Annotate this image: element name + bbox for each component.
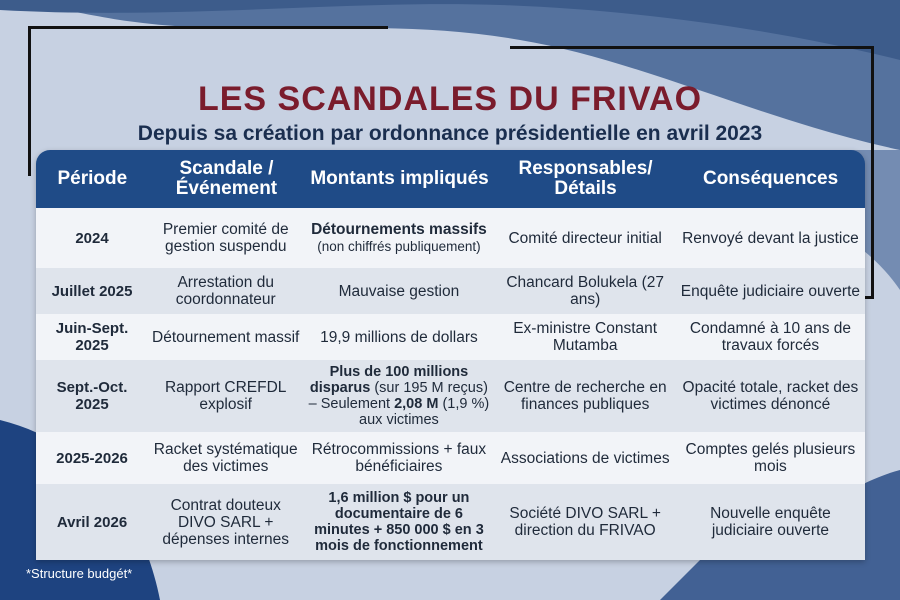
cell-amount: Rétrocommissions + faux bénéficiaires xyxy=(311,441,487,475)
cell-period: Avril 2026 xyxy=(56,513,128,531)
page-title: LES SCANDALES DU FRIVAO xyxy=(197,80,703,118)
cell-event: Arrestation du coordonnateur xyxy=(175,274,276,308)
table-header xyxy=(36,150,865,208)
cell-consequence: Opacité totale, racket des victimes dénoncé xyxy=(682,379,859,413)
footnote: *Structure budgét* xyxy=(26,566,133,581)
table-row xyxy=(36,432,865,484)
cell-consequence: Renvoyé devant la justice xyxy=(682,229,859,247)
cell-period: 2024 xyxy=(75,229,109,247)
page-subtitle: Depuis sa création par ordonnance présidentielle en avril 2023 xyxy=(137,122,763,145)
cell-period: Juillet 2025 xyxy=(51,282,133,300)
cell-responsible: Société DIVO SARL + direction du FRIVAO xyxy=(509,505,661,539)
table-row xyxy=(36,208,865,268)
cell-event: Premier comité de gestion suspendu xyxy=(162,221,289,255)
cell-consequence: Enquête judiciaire ouverte xyxy=(680,282,861,300)
cell-period: Juin-Sept. 2025 xyxy=(55,320,129,354)
cell-amount-bold-2: 2,08 M xyxy=(394,396,439,412)
table-row xyxy=(36,360,865,432)
cell-consequence: Nouvelle enquête judiciaire ouverte xyxy=(710,505,831,539)
table-row xyxy=(36,484,865,560)
cell-amount-end: (1,9 %) aux victimes xyxy=(359,396,490,428)
cell-amount xyxy=(303,360,494,432)
cell-consequence: Condamné à 10 ans de travaux forcés xyxy=(689,320,851,354)
cell-amount xyxy=(303,484,494,560)
cell-amount: 19,9 millions de dollars xyxy=(320,328,478,346)
cell-period: Sept.-Oct. 2025 xyxy=(56,379,128,413)
cell-consequence: Comptes gelés plusieurs mois xyxy=(685,441,856,475)
column-header-scandale: Scandale / Événement xyxy=(175,158,278,199)
column-header-consequences: Conséquences xyxy=(702,168,839,189)
cell-amount-note: (non chiffrés publiquement) xyxy=(317,239,481,254)
column-header-responsables: Responsables/ Détails xyxy=(518,158,653,199)
cell-event: Contrat douteux DIVO SARL + dépenses internes xyxy=(162,496,290,548)
scandals-table xyxy=(36,150,865,560)
frame-line-right-top xyxy=(510,46,874,49)
cell-amount-bold: 1,6 million $ pour un documentaire de 6 minutes + 850 000 $ en 3 mois de fonctionnement xyxy=(314,490,484,554)
cell-period: 2025-2026 xyxy=(56,449,128,467)
cell-amount-bold: Détournements massifs xyxy=(311,221,487,238)
cell-event: Rapport CREFDL explosif xyxy=(164,379,287,413)
cell-responsible: Comité directeur initial xyxy=(508,229,662,247)
frame-line-top xyxy=(28,26,388,29)
cell-responsible: Ex-ministre Constant Mutamba xyxy=(513,320,658,354)
column-header-periode: Période xyxy=(57,168,128,189)
table-row xyxy=(36,314,865,360)
cell-event: Racket systématique des victimes xyxy=(153,441,298,475)
table-row xyxy=(36,268,865,314)
cell-amount-bold: Plus de 100 millions disparus xyxy=(309,364,469,396)
cell-amount: Mauvaise gestion xyxy=(338,282,460,300)
cell-amount xyxy=(303,208,494,268)
column-header-montants: Montants impliqués xyxy=(310,168,489,189)
cell-responsible: Associations de victimes xyxy=(500,449,670,467)
cell-responsible: Chancard Bolukela (27 ans) xyxy=(506,274,664,308)
cell-responsible: Centre de recherche en finances publiques xyxy=(503,379,667,413)
cell-amount-text: (sur 195 M reçus) – Seulement xyxy=(308,380,488,412)
cell-event: Détournement massif xyxy=(152,328,300,346)
